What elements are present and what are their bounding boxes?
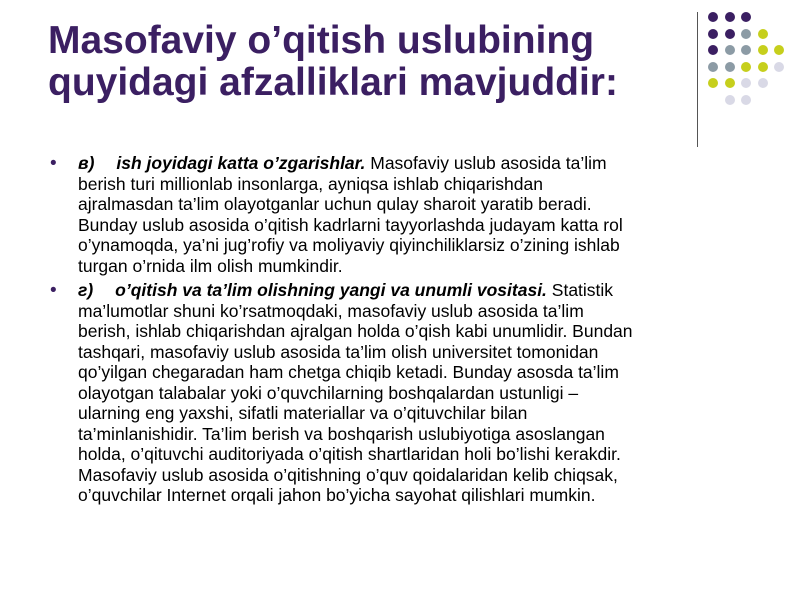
item-line: qo’yilgan chegaradan ham chetga chiqib ketadi. Bunday asosda ta’lim (78, 362, 619, 382)
slide-title (48, 20, 688, 104)
item-first-line (78, 153, 768, 174)
list-item (48, 153, 768, 276)
decorative-dot (774, 45, 784, 55)
decorative-dot (741, 29, 751, 39)
decorative-dot (741, 12, 751, 22)
item-marker: в) (78, 153, 95, 173)
item-line: berish turi millionlab insonlarga, ayniqsa ishlab chiqarishdan (78, 173, 543, 194)
item-marker: г) (78, 280, 94, 300)
decorative-dot (741, 45, 751, 55)
title-divider (697, 12, 698, 147)
item-line: holda, o’qituvchi auditoriyada o’qitish shartlaridan holi bo’lishi kerakdir. (78, 444, 621, 464)
item-line: Bunday uslub asosida o’qitish kadrlarni tayyorlashda judayam katta rol (78, 214, 623, 235)
item-text (78, 280, 768, 506)
item-line: o’quvchilar Internet orqali jahon bo’yicha sayohat qilishlari mumkin. (78, 485, 596, 505)
slide-title-line-2: quyidagi afzalliklari mavjuddir: (48, 61, 618, 104)
decorative-dot-grid (708, 12, 792, 132)
decorative-dot (708, 78, 718, 88)
decorative-dot (708, 12, 718, 22)
item-line: turgan o’rnida ilm olish mumkindir. (78, 255, 343, 276)
decorative-dot (741, 95, 751, 105)
decorative-dot (708, 45, 718, 55)
decorative-dot (725, 29, 735, 39)
decorative-dot (758, 78, 768, 88)
slide-title-line-1: Masofaviy o’qitish uslubining (48, 19, 595, 62)
decorative-dot (708, 62, 718, 72)
decorative-dot (725, 12, 735, 22)
item-first-line (78, 280, 768, 301)
item-heading: ish joyidagi katta o’zgarishlar. (116, 153, 366, 173)
decorative-dot (725, 95, 735, 105)
item-first-line-rest: Statistik (546, 280, 614, 300)
item-line: olayotgan talabalar yoki o’quvchilarning boshqalardan ustunligi – (78, 382, 579, 403)
item-text (78, 153, 768, 276)
bullet-icon: • (50, 153, 57, 174)
decorative-dot (725, 78, 735, 88)
item-heading: o’qitish va ta’lim olishning yangi va unumli vositasi. (115, 280, 547, 300)
item-line: o’ynamoqda, ya’ni jug’rofiy va moliyaviy qiyinchiliklarsiz o’zining ishlab (78, 235, 620, 255)
decorative-dot (774, 62, 784, 72)
decorative-dot (758, 62, 768, 72)
decorative-dot (741, 62, 751, 72)
item-first-line-rest: Masofaviy uslub asosida ta’lim (365, 153, 607, 173)
decorative-dot (758, 45, 768, 55)
bullet-icon: • (50, 280, 57, 301)
item-line: berish, ishlab chiqarishdan ajralgan holda o’qish kabi unumlidir. Bundan (78, 321, 633, 341)
item-line: tashqari, masofaviy uslub asosida ta’lim olish universitet tomonidan (78, 341, 599, 362)
decorative-dot (758, 29, 768, 39)
decorative-dot (708, 29, 718, 39)
decorative-dot (741, 78, 751, 88)
decorative-dot (725, 45, 735, 55)
item-line: ta’minlanishidir. Ta’lim berish va boshqarish uslubiyotiga asoslangan (78, 423, 605, 444)
item-line: ularning eng yaxshi, sifatli materiallar va o’qituvchilar bilan (78, 403, 528, 423)
item-line: Masofaviy uslub asosida o’qitishning o’quv qoidalaridan kelib chiqsak, (78, 464, 618, 485)
item-line: ajralmasdan ta’lim olayotganlar uchun qulay sharoit yaratib beradi. (78, 194, 592, 214)
decorative-dot (725, 62, 735, 72)
item-line: ma’lumotlar shuni ko’rsatmoqdaki, masofaviy uslub asosida ta’lim (78, 300, 584, 321)
list-item (48, 280, 768, 506)
advantages-list (48, 153, 768, 510)
